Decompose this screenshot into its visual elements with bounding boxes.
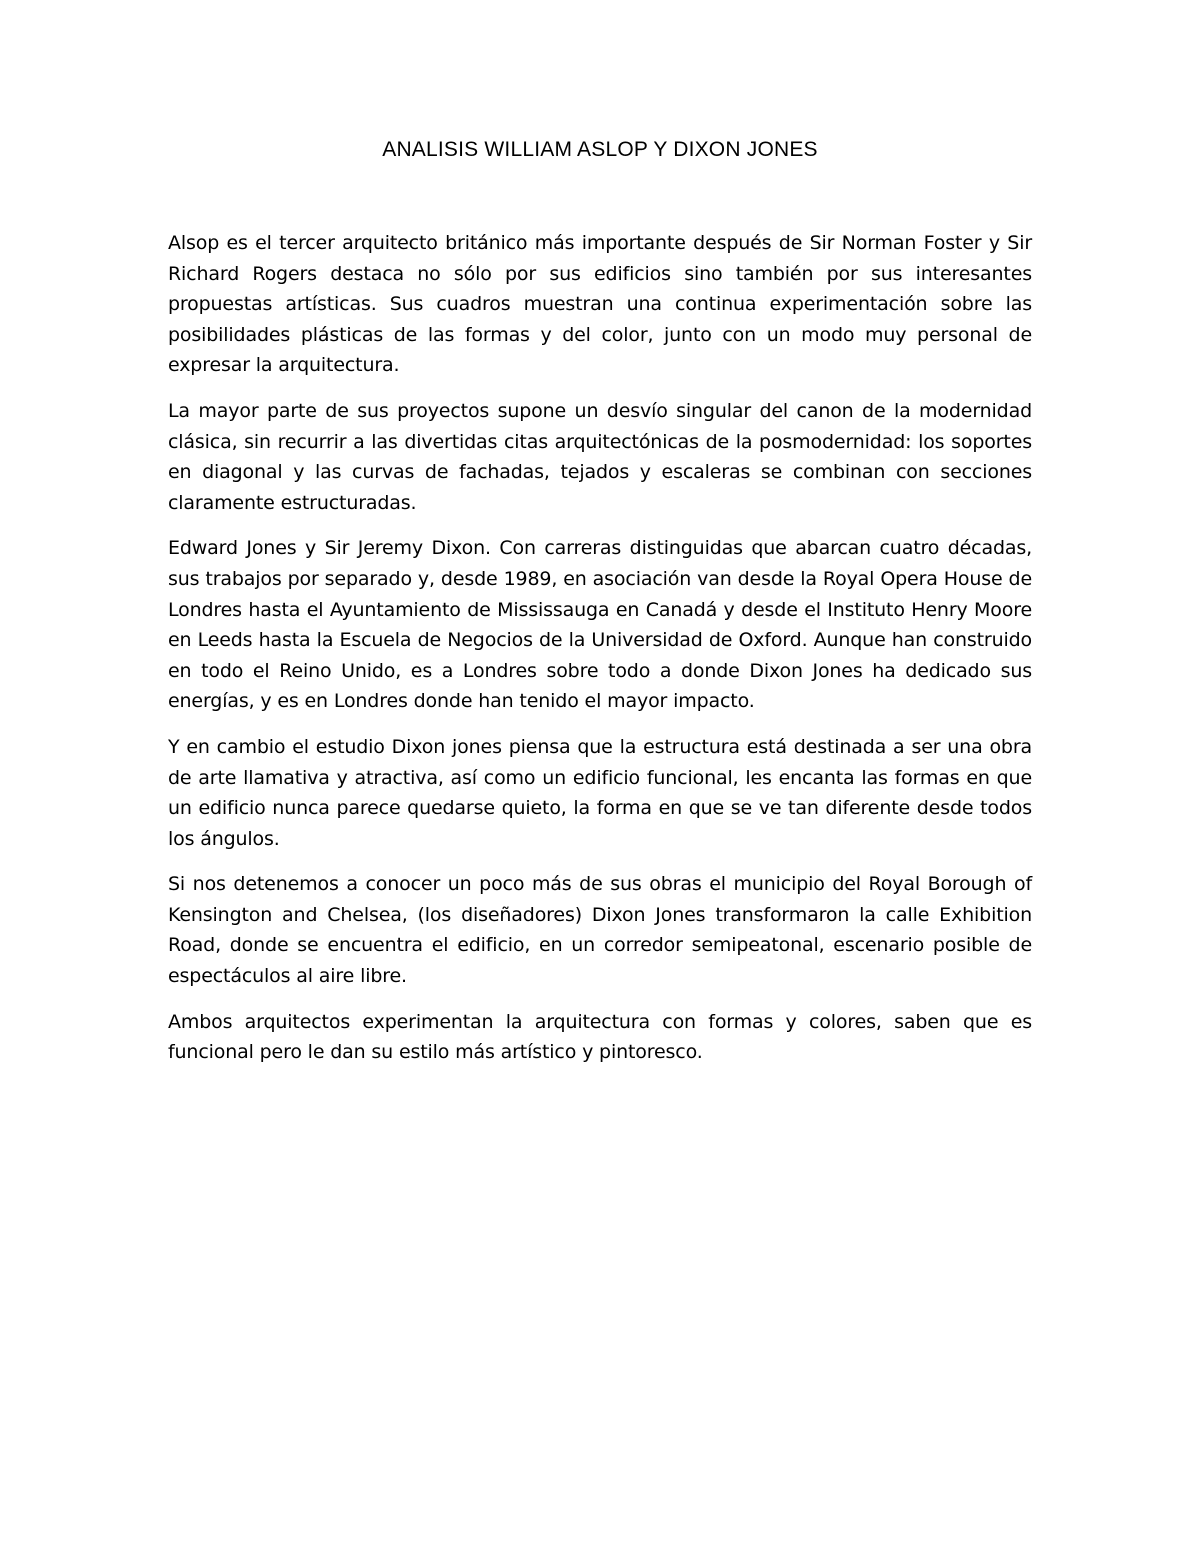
paragraph-4: Y en cambio el estudio Dixon jones piensa que la estructura está destinada a ser una obra de arte llamativa y atractiva, así como un edificio funcional, les encanta las formas en que un edificio nunca parece quedarse quieto, la forma en que se ve tan diferente desde todos los ángulos. — [168, 735, 1032, 850]
paragraph-5: Si nos detenemos a conocer un poco más de sus obras el municipio del Royal Borough of Kensington and Chelsea, (los diseñadores) Dixon Jones transformaron la calle Exhibition Road, donde se encuentra el edificio, en un corredor semipeatonal, escenario posible de espectáculos al aire libre. — [168, 873, 1032, 988]
document-body — [168, 228, 1032, 1083]
paragraph-2: La mayor parte de sus proyectos supone un desvío singular del canon de la modernidad clásica, sin recurrir a las divertidas citas arquitectónicas de la posmodernidad: los soportes en diagonal y las curvas de fachadas, tejados y escaleras se combinan con secciones claramente estructuradas. — [168, 399, 1032, 514]
document-title: ANALISIS WILLIAM ASLOP Y DIXON JONES — [382, 138, 818, 161]
paragraph-3: Edward Jones y Sir Jeremy Dixon. Con carreras distinguidas que abarcan cuatro décadas, sus trabajos por separado y, desde 1989, en asociación van desde la Royal Opera House de Londres hasta el Ayuntamiento de Mississauga en Canadá y desde el Instituto Henry Moore en Leeds hasta la Escuela de Negocios de la Universidad de Oxford. Aunque han construido en todo el Reino Unido, es a Londres sobre todo a donde Dixon Jones ha dedicado sus energías, y es en Londres donde han tenido el mayor impacto. — [168, 537, 1032, 713]
paragraph-1: Alsop es el tercer arquitecto británico más importante después de Sir Norman Foster y Sir Richard Rogers destaca no sólo por sus edificios sino también por sus interesantes propuestas artísticas. Sus cuadros muestran una continua experimentación sobre las posibilidades plásticas de las formas y del color, junto con un modo muy personal de expresar la arquitectura. — [168, 232, 1032, 377]
paragraph-6: Ambos arquitectos experimentan la arquitectura con formas y colores, saben que es funcional pero le dan su estilo más artístico y pintoresco. — [168, 1010, 1032, 1064]
